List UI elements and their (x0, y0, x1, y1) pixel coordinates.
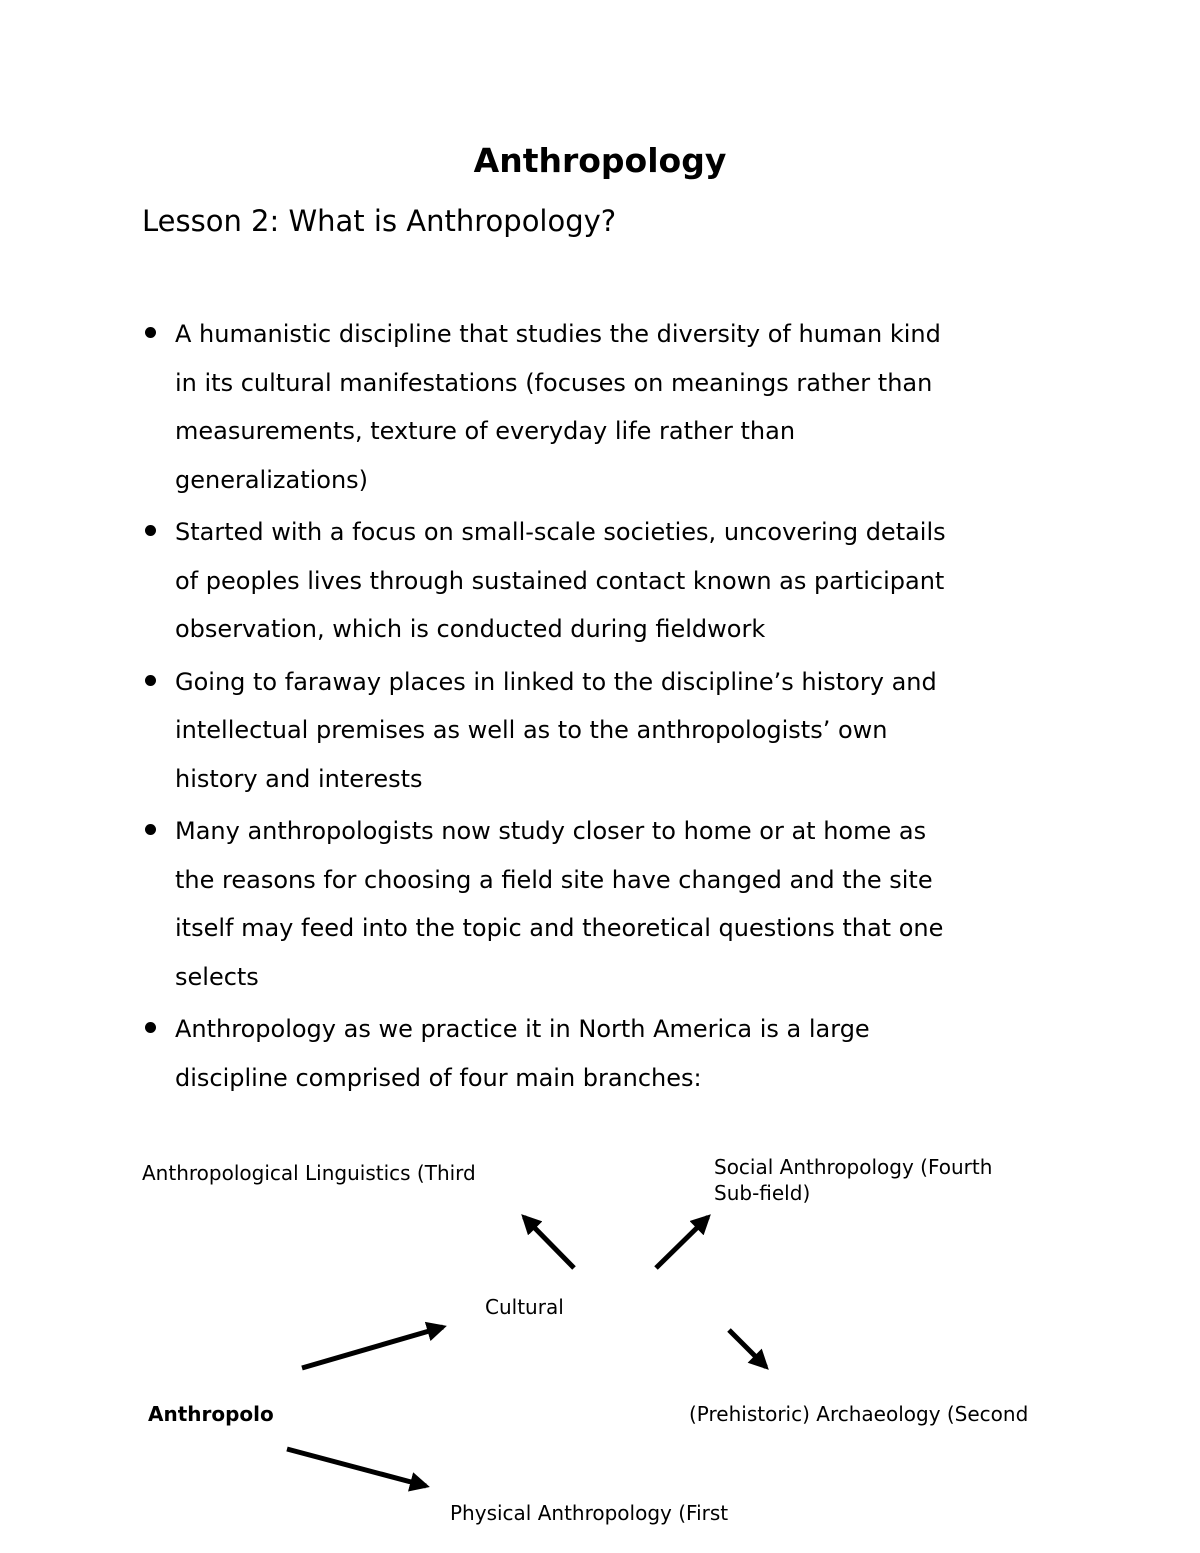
lesson-heading: Lesson 2: What is Anthropology? (142, 204, 617, 238)
bullet-item (142, 807, 1072, 1001)
arrow-to-social (656, 1217, 708, 1268)
node-social-label: Social Anthropology (Fourth (714, 1155, 993, 1179)
bullet-text-line: Many anthropologists now study closer to home or at home as (175, 817, 927, 845)
bullet-text-line: A humanistic discipline that studies the diversity of human kind (175, 320, 941, 348)
bullet-text-line: observation, which is conducted during fieldwork (175, 615, 766, 643)
bullet-dot-icon (145, 525, 156, 536)
node-social-label-overflow: Sub-field) (714, 1181, 811, 1205)
bullet-item (142, 508, 1072, 654)
arrow-to-linguistics (524, 1217, 574, 1268)
bullet-text-line: Started with a focus on small-scale societies, uncovering details (175, 518, 946, 546)
arrow-to-physical (287, 1449, 426, 1486)
arrow-to-cultural (302, 1327, 443, 1368)
bullet-dot-icon (145, 675, 156, 686)
bullet-text-line: generalizations) (175, 465, 369, 494)
bullet-text-line: discipline comprised of four main branches: (175, 1063, 702, 1092)
arrow-to-archaeology (729, 1330, 766, 1367)
node-anthropology-root: Anthropolo (148, 1402, 274, 1426)
node-physical: Physical Anthropology (First (450, 1501, 729, 1525)
bullet-dot-icon (145, 824, 156, 835)
bullet-item (142, 1005, 1072, 1102)
bullet-text-line: in its cultural manifestations (focuses on meanings rather than (175, 368, 933, 397)
bullet-item (142, 658, 1072, 804)
node-social (714, 1154, 993, 1205)
bullet-text-line: history and interests (175, 764, 423, 793)
node-linguistics: Anthropological Linguistics (Third (142, 1161, 476, 1185)
bullet-text-line: intellectual premises as well as to the anthropologists’ own (175, 716, 888, 744)
bullet-dot-icon (145, 327, 156, 338)
bullet-text-line: of peoples lives through sustained contact known as participant (175, 566, 945, 595)
bullet-dot-icon (145, 1022, 156, 1033)
bullet-text-line: Anthropology as we practice it in North America is a large (175, 1015, 870, 1043)
bullet-item (142, 310, 1072, 504)
document-title: Anthropology (473, 141, 727, 180)
node-cultural: Cultural (485, 1295, 564, 1319)
bullet-text-line: selects (175, 962, 259, 991)
node-archaeology: (Prehistoric) Archaeology (Second (689, 1402, 1029, 1426)
bullet-text-line: measurements, texture of everyday life rather than (175, 417, 796, 445)
bullet-list (142, 310, 1072, 1106)
bullet-text-line: itself may feed into the topic and theoretical questions that one (175, 914, 944, 942)
bullet-text-line: the reasons for choosing a field site have changed and the site (175, 865, 933, 894)
bullet-text-line: Going to faraway places in linked to the discipline’s history and (175, 667, 937, 696)
